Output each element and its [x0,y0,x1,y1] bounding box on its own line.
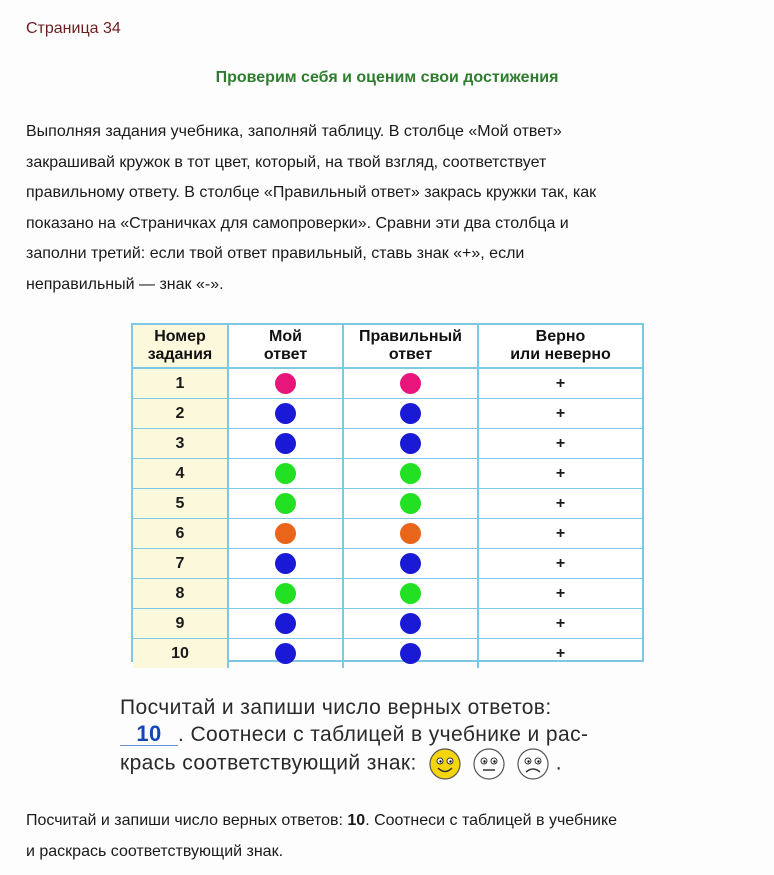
table-row [133,489,642,519]
my-answer-circle-icon[interactable] [275,463,296,484]
my-answer-circle-icon[interactable] [275,523,296,544]
workbook-line [120,721,660,748]
my-answer-circle-icon[interactable] [275,373,296,394]
correct-answer-cell [343,549,478,579]
table-row [133,579,642,609]
header-text: Мой [269,328,302,345]
header-text: ответ [388,346,433,363]
table-row [133,368,642,399]
task-number: 5 [133,489,228,519]
intro-line: заполни третий: если твой ответ правильный, ставь знак «+», если [26,245,525,262]
my-answer-cell[interactable] [228,609,343,639]
self-check-table [131,323,644,662]
correct-answer-circle-icon [400,493,421,514]
correct-answer-circle-icon [400,643,421,664]
correct-answer-cell [343,399,478,429]
table-row [133,429,642,459]
result-mark[interactable]: + [478,399,642,429]
header-correct-answer [343,325,478,368]
footer-text [26,806,766,867]
table-row [133,639,642,669]
correct-answer-cell [343,429,478,459]
result-mark[interactable]: + [478,429,642,459]
result-mark[interactable]: + [478,519,642,549]
header-text: или неверно [510,346,611,363]
table-header-row [133,325,642,368]
correct-answer-cell [343,609,478,639]
task-number: 7 [133,549,228,579]
my-answer-cell[interactable] [228,399,343,429]
correct-answer-cell [343,368,478,399]
intro-line: правильному ответу. В столбце «Правильный ответ» закрась кружки так, как [26,184,597,201]
intro-text [26,117,746,300]
my-answer-cell[interactable] [228,459,343,489]
header-text: ответ [263,346,308,363]
happy-face-icon[interactable] [429,748,461,780]
my-answer-circle-icon[interactable] [275,643,296,664]
answer-field[interactable]: 10 [120,723,178,746]
result-mark[interactable]: + [478,609,642,639]
workbook-text: . [555,751,562,775]
correct-answer-cell [343,639,478,669]
footer-answer: 10 [347,812,366,829]
correct-answer-cell [343,519,478,549]
workbook-task-text [120,694,660,780]
correct-answer-circle-icon [400,613,421,634]
result-mark[interactable]: + [478,579,642,609]
header-my-answer [228,325,343,368]
my-answer-circle-icon[interactable] [275,493,296,514]
footer-text-part: . Соотнеси с таблицей в учебнике [365,812,618,829]
correct-answer-circle-icon [400,463,421,484]
intro-line: показано на «Страничках для самопроверки». Сравни эти два столбца и [26,214,569,232]
result-mark[interactable]: + [478,368,642,399]
correct-answer-circle-icon [400,583,421,604]
my-answer-circle-icon[interactable] [275,553,296,574]
task-number: 9 [133,609,228,639]
result-mark[interactable]: + [478,459,642,489]
correct-answer-circle-icon [400,523,421,544]
my-answer-cell[interactable] [228,639,343,669]
footer-line [26,806,766,837]
result-mark[interactable]: + [555,644,566,662]
table-row [133,519,642,549]
task-number: 3 [133,429,228,459]
correct-answer-circle-icon [400,403,421,424]
my-answer-circle-icon[interactable] [275,583,296,604]
page-heading: Проверим себя и оценим свои достижения [215,69,559,86]
correct-answer-cell [343,579,478,609]
table-row [133,459,642,489]
result-mark[interactable]: + [478,489,642,519]
tasks-table [133,325,642,668]
task-number: 2 [133,399,228,429]
task-number: 4 [133,459,228,489]
table-row [133,549,642,579]
my-answer-circle-icon[interactable] [275,433,296,454]
task-number: 10 [133,639,228,669]
task-number: 6 [133,519,228,549]
header-text: задания [147,346,213,363]
my-answer-circle-icon[interactable] [275,613,296,634]
intro-line: закрашивай кружок в тот цвет, который, на твой взгляд, соответствует [26,153,547,171]
page-label: Страница 34 [26,20,121,37]
correct-answer-circle-icon [400,553,421,574]
workbook-text: крась соответствующий знак: [120,751,417,775]
header-task-number [133,325,228,368]
workbook-text: . Соотнеси с таблицей в учебнике и рас- [178,723,589,746]
footer-text-part: Посчитай и запиши число верных ответов: [26,812,348,829]
workbook-line [120,748,660,780]
my-answer-cell[interactable] [228,549,343,579]
my-answer-cell[interactable] [228,519,343,549]
my-answer-cell[interactable] [228,429,343,459]
neutral-face-icon[interactable] [473,748,505,780]
correct-answer-cell [343,459,478,489]
header-text: Номер [154,328,206,345]
table-row [133,399,642,429]
table-row [133,609,642,639]
intro-line: Выполняя задания учебника, заполняй таблицу. В столбце «Мой ответ» [26,123,562,140]
workbook-line: Посчитай и запиши число верных ответов: [120,696,552,719]
my-answer-cell[interactable] [228,368,343,399]
result-mark[interactable]: + [478,549,642,579]
correct-answer-cell [343,489,478,519]
my-answer-cell[interactable] [228,489,343,519]
footer-line: и раскрась соответствующий знак. [26,842,284,860]
header-text: Правильный [358,328,462,345]
my-answer-circle-icon[interactable] [275,403,296,424]
correct-answer-circle-icon [400,373,421,394]
sad-face-icon[interactable] [517,748,549,780]
header-text: Верно [535,328,586,345]
task-number: 8 [133,579,228,609]
intro-line: неправильный — знак «-». [26,275,224,293]
my-answer-cell[interactable] [228,579,343,609]
correct-answer-circle-icon [400,433,421,454]
header-result [478,325,642,368]
task-number: 1 [133,368,228,399]
